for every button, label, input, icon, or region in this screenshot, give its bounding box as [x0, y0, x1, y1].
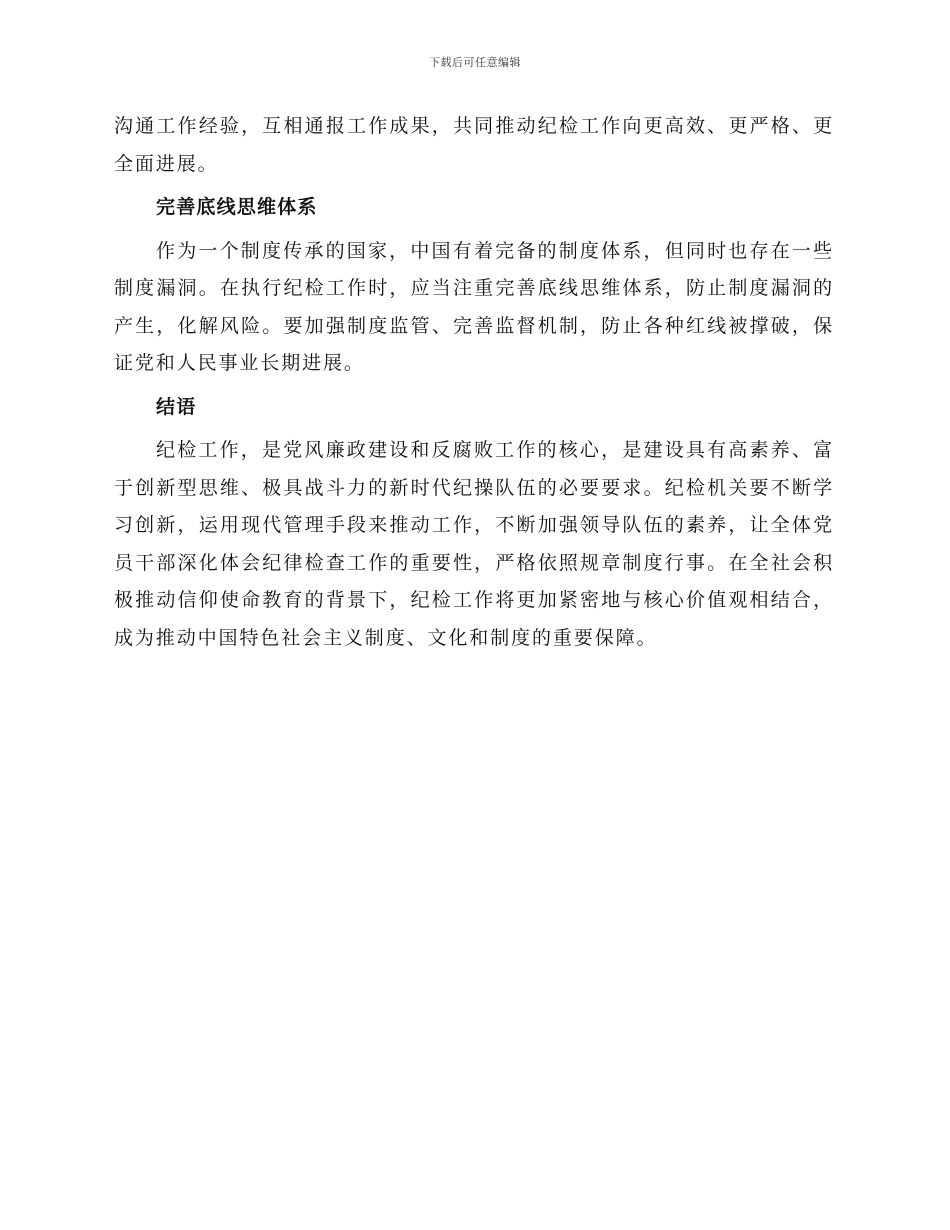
section-heading-bottom-line-thinking: 完善底线思维体系	[156, 196, 318, 218]
header-note: 下载后可任意编辑	[429, 56, 521, 69]
document-body	[114, 108, 834, 657]
section-heading-conclusion: 结语	[156, 395, 197, 418]
continuation-paragraph: 沟通工作经验，互相通报工作成果，共同推动纪检工作向更高效、更严格、更全面进展。	[114, 115, 834, 175]
section-paragraph-conclusion: 纪检工作，是党风廉政建设和反腐败工作的核心，是建设具有高素养、富于创新型思维、极具战斗力的新时代纪操队伍的必要要求。纪检机关要不断学习创新，运用现代管理手段来推动工作，不断加强领导队伍的素养，让全体党员干部深化体会纪律检查工作的重要性，严格依照规章制度行事。在全社会积极推动信仰使命教育的背景下，纪检工作将更加紧密地与核心价值观相结合，成为推动中国特色社会主义制度、文化和制度的重要保障。	[114, 439, 834, 649]
section-paragraph-bottom-line-thinking: 作为一个制度传承的国家，中国有着完备的制度体系，但同时也存在一些制度漏洞。在执行纪检工作时，应当注重完善底线思维体系，防止制度漏洞的产生，化解风险。要加强制度监管、完善监督机制，防止各种红线被撑破，保证党和人民事业长期进展。	[114, 239, 834, 374]
